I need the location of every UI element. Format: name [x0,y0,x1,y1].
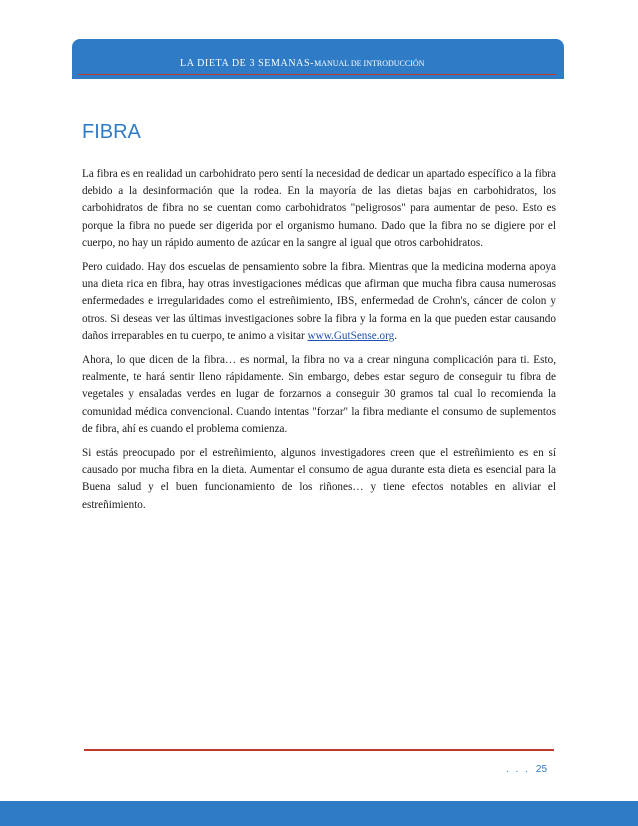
footer-dots: . . . [506,764,530,775]
paragraph-2 [82,259,556,345]
header-title-sub: MANUAL DE INTRODUCCIÓN [314,59,425,68]
paragraph-4: Si estás preocupado por el estreñimiento, algunos investigadores creen que el estreñimiento es en sí causado por mucha fibra en la dieta. Aumentar el consumo de agua durante esta dieta es esencial para la Buena salud y el buen funcionamiento de los riñones… y tiene efectos notables en aliviar el estreñimiento. [82,447,556,511]
gutsense-link[interactable]: www.GutSense.org [307,329,395,342]
header-divider [78,74,556,75]
body-text [82,166,556,521]
paragraph-2-end: . [394,329,398,342]
page-number: 25 [535,764,548,775]
header-title-main: LA DIETA DE 3 SEMANAS- [180,58,315,69]
bottom-band [0,801,638,826]
paragraph-3: Ahora, lo que dicen de la fibra… es normal, la fibra no va a crear ninguna complicación para ti. Esto, realmente, te hará sentir lleno rápidamente. Sin embargo, debes estar seguro de conseguir tu fibra de vegetales y ensaladas verdes en lugar de forzarnos a conseguir 30 gramos tal cual lo recomienda la comunidad médica convencional. Cuando intentas "forzar" la fibra mediante el consumo de suplementos de fibra, ahí es cuando el problema comienza. [82,354,556,435]
footer-divider [84,749,554,751]
paragraph-1: La fibra es en realidad un carbohidrato pero sentí la necesidad de dedicar un apartado específico a la fibra debido a la desinformación que la rodea. En la mayoría de las dietas bajas en carbohidratos, los carbohidratos de fibra no se cuentan como carbohidratos "peligrosos" para aumentar de peso. Esto es porque la fibra no puede ser digerida por el organismo humano. Dado que la fibra no se digiere por el cuerpo, no hay un rápido aumento de azúcar en la sangre al igual que otros carbohidratos. [82,168,556,249]
running-header [180,58,424,69]
section-title: FIBRA [82,121,141,143]
page-footer [506,764,547,775]
paragraph-2-text: Pero cuidado. Hay dos escuelas de pensamiento sobre la fibra. Mientras que la medicina moderna apoya una dieta rica en fibra, hay otras investigaciones médicas que afirman que mucha fibra causa numerosas enfermedades e irregularidades como el estreñimiento, IBS, enfermedad de Crohn's, cáncer de colon y otros. Si deseas ver las últimas investigaciones sobre la fibra y la forma en la que pueden estar causando daños irreparables en tu cuerpo, te animo a visitar [82,261,556,342]
